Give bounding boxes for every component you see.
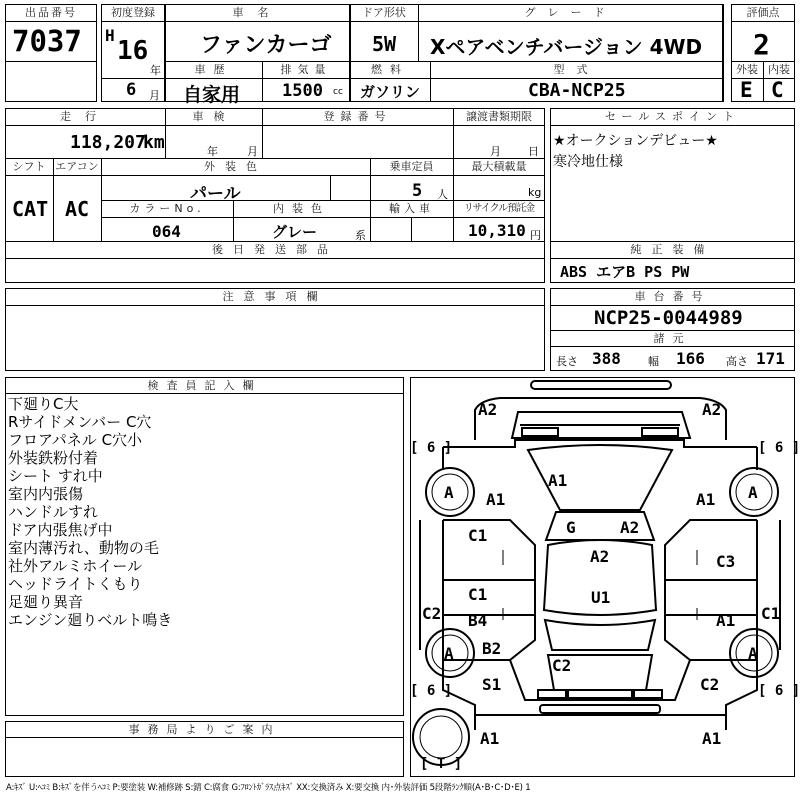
inspector-note: 室内薄汚れ、動物の毛 [8, 539, 159, 557]
mark-rear-gate: C2 [552, 656, 572, 675]
history-header: 車歴 [194, 63, 233, 76]
max-load-header: 最大積載量 [471, 160, 527, 173]
inspector-note: 外装鉄粉付着 [8, 449, 99, 467]
inspector-note: フロアパネル C穴小 [8, 431, 143, 449]
ext-color-header: 外装色 [204, 160, 267, 173]
inspection-month-unit: 月 [247, 145, 258, 158]
history: 自家用 [183, 84, 241, 106]
legend: A:ｷｽﾞ U:ﾍｺﾐ B:ｷｽﾞを伴うﾍｺﾐ P:要塗装 W:補修跡 S:錆 C:腐食 G:ﾌﾛﾝﾄｶﾞﾗｽ点ｷｽﾞ XX:交換済み X:要交換 内･外装評価 5段階ﾗﾝｸ順(A･B･C･D･E) 1 [6, 783, 531, 793]
mileage-unit: km [143, 132, 165, 153]
length-label: 長さ [556, 355, 578, 368]
mark-fender-fr: A1 [696, 490, 716, 509]
recycle-unit: 円 [530, 229, 541, 242]
mark-pillar-l: B4 [468, 611, 488, 630]
length: 388 [592, 349, 621, 368]
mark-roof: A2 [590, 547, 610, 566]
mark-door-fr: C3 [716, 552, 736, 571]
grade-header: グレード [524, 6, 617, 19]
mark-door-rl: C1 [468, 585, 488, 604]
inspector-note: エンジン廻りベルト鳴き [8, 611, 173, 629]
inspector-note: ヘッドライトくもり [8, 575, 143, 593]
office-header: 事務局よりご案内 [128, 723, 281, 736]
width-label: 幅 [648, 355, 659, 368]
transfer-day-unit: 日 [528, 145, 539, 158]
listing-no-header: 出品番号 [25, 6, 77, 19]
capacity-unit: 人 [437, 188, 448, 201]
grade: Xペアベンチバージョン 4WD [430, 35, 703, 59]
model-code: CBA-NCP25 [528, 80, 626, 101]
reg-month: 6 [126, 80, 137, 100]
color-no-header: カラーNo. [129, 202, 205, 215]
inspector-header: 検査員記入欄 [147, 379, 262, 392]
shift: CAT [12, 197, 49, 221]
mark-rear-l: A1 [480, 729, 500, 748]
int-color: グレー [272, 223, 318, 241]
equipment-header: 純正装備 [630, 243, 715, 256]
height: 171 [756, 349, 785, 368]
sales-point-1: ★オークションデビュー★ [553, 133, 718, 149]
month-unit: 月 [149, 89, 160, 102]
mark-sill-l: C2 [422, 604, 442, 623]
car-name-header: 車名 [232, 6, 283, 19]
inspector-note: 室内内張傷 [8, 485, 84, 503]
int-color-suffix: 系 [355, 229, 366, 242]
mark-quarter-l: B2 [482, 639, 502, 658]
displacement: 1500 [282, 81, 323, 101]
year-unit: 年 [150, 64, 161, 77]
width: 166 [676, 349, 705, 368]
rear-bumper [540, 705, 660, 713]
inspector-note: 社外アルミホイール [8, 557, 143, 575]
front-bumper [531, 381, 671, 389]
mileage-header: 走行 [60, 110, 110, 123]
mark-wheel-fl: A [444, 483, 454, 502]
score: 2 [753, 28, 770, 61]
displacement-header: 排気量 [280, 63, 332, 76]
height-label: 高さ [726, 355, 748, 368]
mark-sill-r: C1 [761, 604, 781, 623]
inspector-note: 下廻りC大 [8, 395, 79, 413]
reg-no-header: 登録番号 [323, 110, 392, 123]
mark-roof-front: A2 [620, 518, 640, 537]
fuel-header: 燃料 [371, 63, 409, 76]
displacement-unit: cc [333, 87, 343, 97]
recycle-header: リサイクル預託金 [463, 203, 535, 214]
mileage: 118,207 [70, 132, 146, 153]
reg-year: 16 [117, 36, 149, 66]
shift-header: シフト [12, 160, 46, 173]
mark-tire-rl-count: [ 6 ] [410, 683, 453, 699]
listing-no: 7037 [12, 24, 82, 58]
chassis-header: 車台番号 [634, 290, 711, 303]
mark-quarter-r: C2 [700, 675, 720, 694]
mark-floor: U1 [591, 588, 611, 607]
dimensions-header: 諸元 [653, 332, 692, 345]
inspector-note: ハンドルすれ [8, 503, 99, 521]
door-type: 5W [372, 32, 397, 56]
era-mark: H [105, 26, 115, 45]
exterior-header: 外装 [736, 63, 758, 76]
mark-tire-fl-count: [ 6 ] [410, 440, 453, 456]
mark-windshield: G [566, 518, 576, 537]
recycle-fee: 10,310 [468, 221, 526, 240]
inspection-year-unit: 年 [207, 145, 218, 158]
max-load-unit: kg [528, 186, 542, 199]
later-parts-header: 後日発送部品 [212, 243, 338, 256]
mark-wheel-rr: A [748, 644, 758, 663]
model-code-header: 型式 [553, 63, 600, 76]
aircon-header: エアコン [55, 160, 99, 173]
sales-point-header: セールスポイント [604, 110, 740, 123]
mark-door-fl: C1 [468, 526, 488, 545]
mark-wheel-rl: A [444, 644, 454, 663]
mark-spare: [ T ] [420, 756, 463, 772]
int-color-header: 内装色 [273, 202, 330, 215]
interior-header: 内装 [768, 63, 790, 76]
exterior-grade: E [740, 78, 753, 102]
color-no: 064 [152, 222, 181, 241]
score-header: 評価点 [746, 6, 780, 19]
door-header: ドア形状 [362, 6, 406, 19]
mark-rear-bumper-side-l: S1 [482, 675, 502, 694]
import-header: 輸入車 [389, 202, 434, 215]
fuel: ガソリン [360, 83, 421, 101]
inspector-note: Rサイドメンバー C穴 [8, 413, 152, 431]
mark-wheel-fr: A [748, 483, 758, 502]
aircon: AC [65, 197, 90, 221]
mark-door-rr: A1 [716, 611, 736, 630]
notes-header: 注意事項欄 [222, 290, 328, 303]
chassis-no: NCP25-0044989 [594, 307, 743, 329]
inspector-note: 足廻り異音 [8, 593, 84, 611]
capacity: 5 [412, 181, 423, 201]
transfer-month-unit: 月 [490, 145, 501, 158]
inspector-note: ドア内張焦げ中 [8, 521, 113, 539]
mark-tire-fr-count: [ 6 ] [758, 440, 800, 456]
ext-color: パール [190, 184, 241, 204]
first-reg-header: 初度登録 [111, 6, 155, 19]
mark-rear-r: A1 [702, 729, 722, 748]
equipment: ABS エアB PS PW [560, 263, 690, 281]
inspector-note: シート すれ中 [8, 467, 103, 485]
mark-hood: A1 [548, 471, 568, 490]
sales-point-2: 寒冷地仕様 [553, 154, 623, 170]
inspection-header: 車検 [192, 110, 235, 123]
transfer-deadline-header: 譲渡書類期限 [466, 110, 532, 123]
interior-grade: C [771, 78, 784, 102]
mark-front-right: A2 [702, 400, 722, 419]
mark-fender-fl: A1 [486, 490, 506, 509]
mark-tire-rr-count: [ 6 ] [758, 683, 800, 699]
capacity-header: 乗車定員 [389, 160, 434, 173]
mark-front-left: A2 [478, 400, 498, 419]
car-name: ファンカーゴ [200, 33, 332, 58]
